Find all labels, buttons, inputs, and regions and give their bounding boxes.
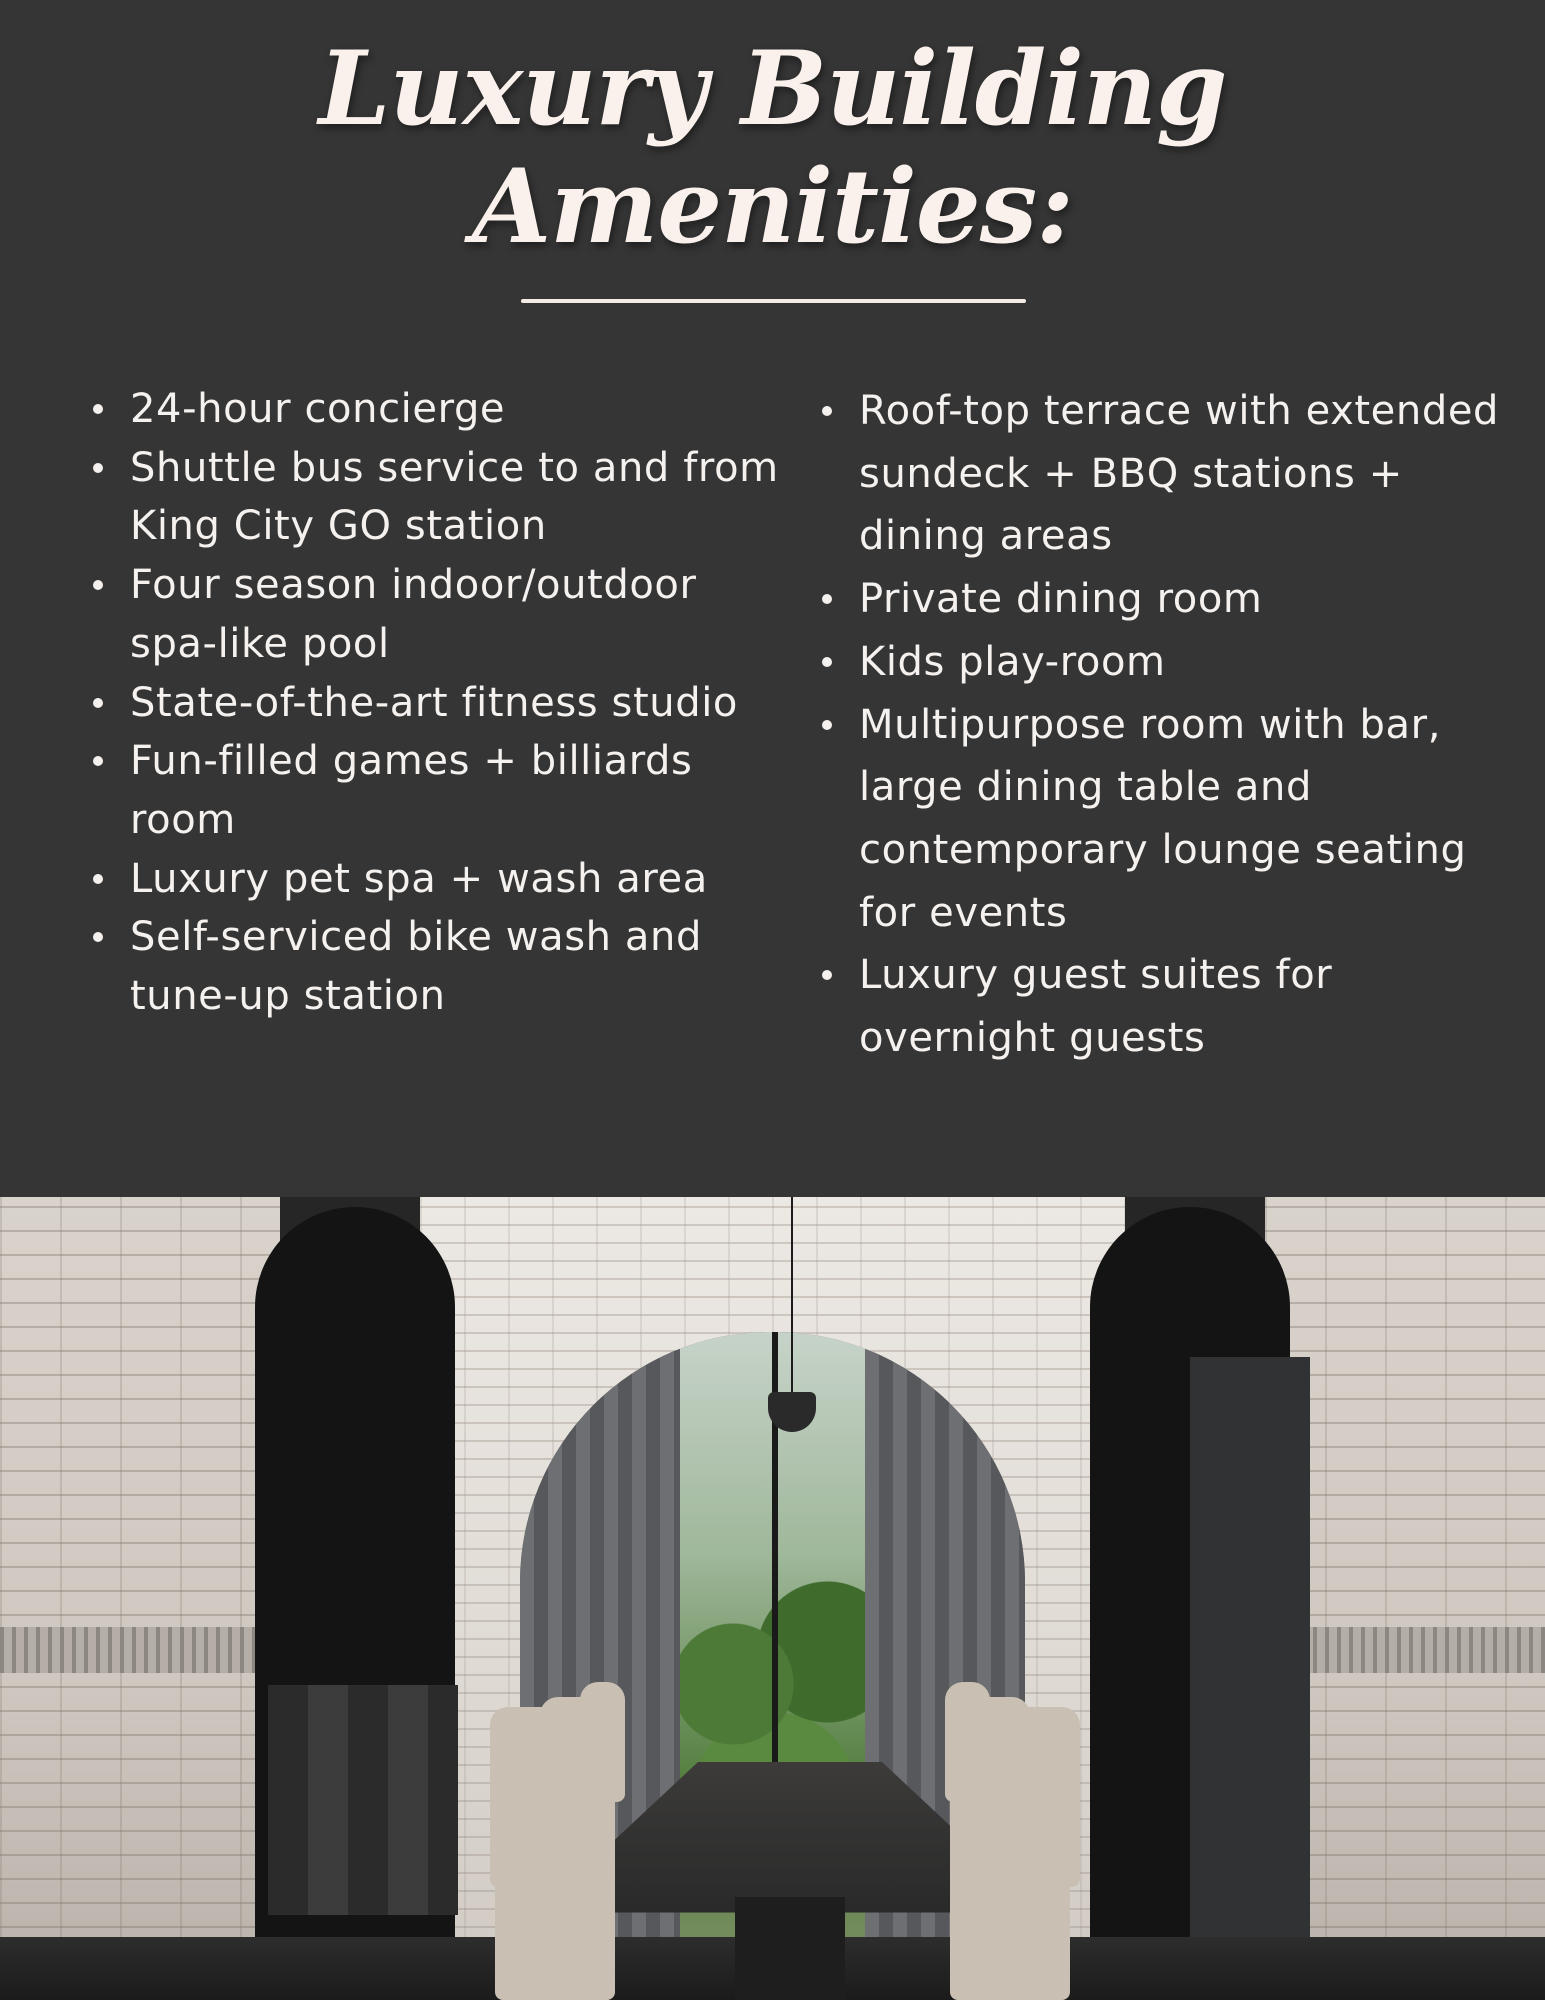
dining-table-base [735, 1897, 845, 2000]
amenity-item: Roof-top terrace with extended sundeck + BBQ stations + dining areas [819, 380, 1519, 568]
amenity-item: Fun-filled games + billiards room [90, 732, 790, 849]
amenity-item: Shuttle bus service to and from King City GO station [90, 439, 790, 556]
pendant-lamp-wire [791, 1197, 793, 1397]
title-line-1: Luxury Building [318, 29, 1227, 149]
amenity-item: Kids play-room [819, 631, 1519, 694]
amenity-item: State-of-the-art fitness studio [90, 674, 790, 733]
title-underline-divider [521, 299, 1026, 303]
sideboard [268, 1685, 458, 1915]
page-title [0, 30, 1545, 266]
amenity-item: Luxury pet spa + wash area [90, 850, 790, 909]
amenity-item: Multipurpose room with bar, large dining table and contemporary lounge seating for events [819, 694, 1519, 945]
amenity-item: Self-serviced bike wash and tune-up station [90, 908, 790, 1025]
amenity-item: Private dining room [819, 568, 1519, 631]
amenities-list-right [819, 380, 1519, 1070]
title-line-2: Amenities: [472, 147, 1073, 267]
amenity-item: Luxury guest suites for overnight guests [819, 944, 1519, 1069]
dining-chair [495, 1777, 615, 2000]
amenity-item: 24-hour concierge [90, 380, 790, 439]
private-dining-room-photo [0, 1197, 1545, 2000]
amenities-list-left [90, 380, 790, 1026]
dining-chair [950, 1777, 1070, 2000]
amenity-item: Four season indoor/outdoor spa-like pool [90, 556, 790, 673]
wall-band [0, 1627, 280, 1673]
brick-wall-left [0, 1197, 280, 2000]
door [1190, 1357, 1310, 1937]
